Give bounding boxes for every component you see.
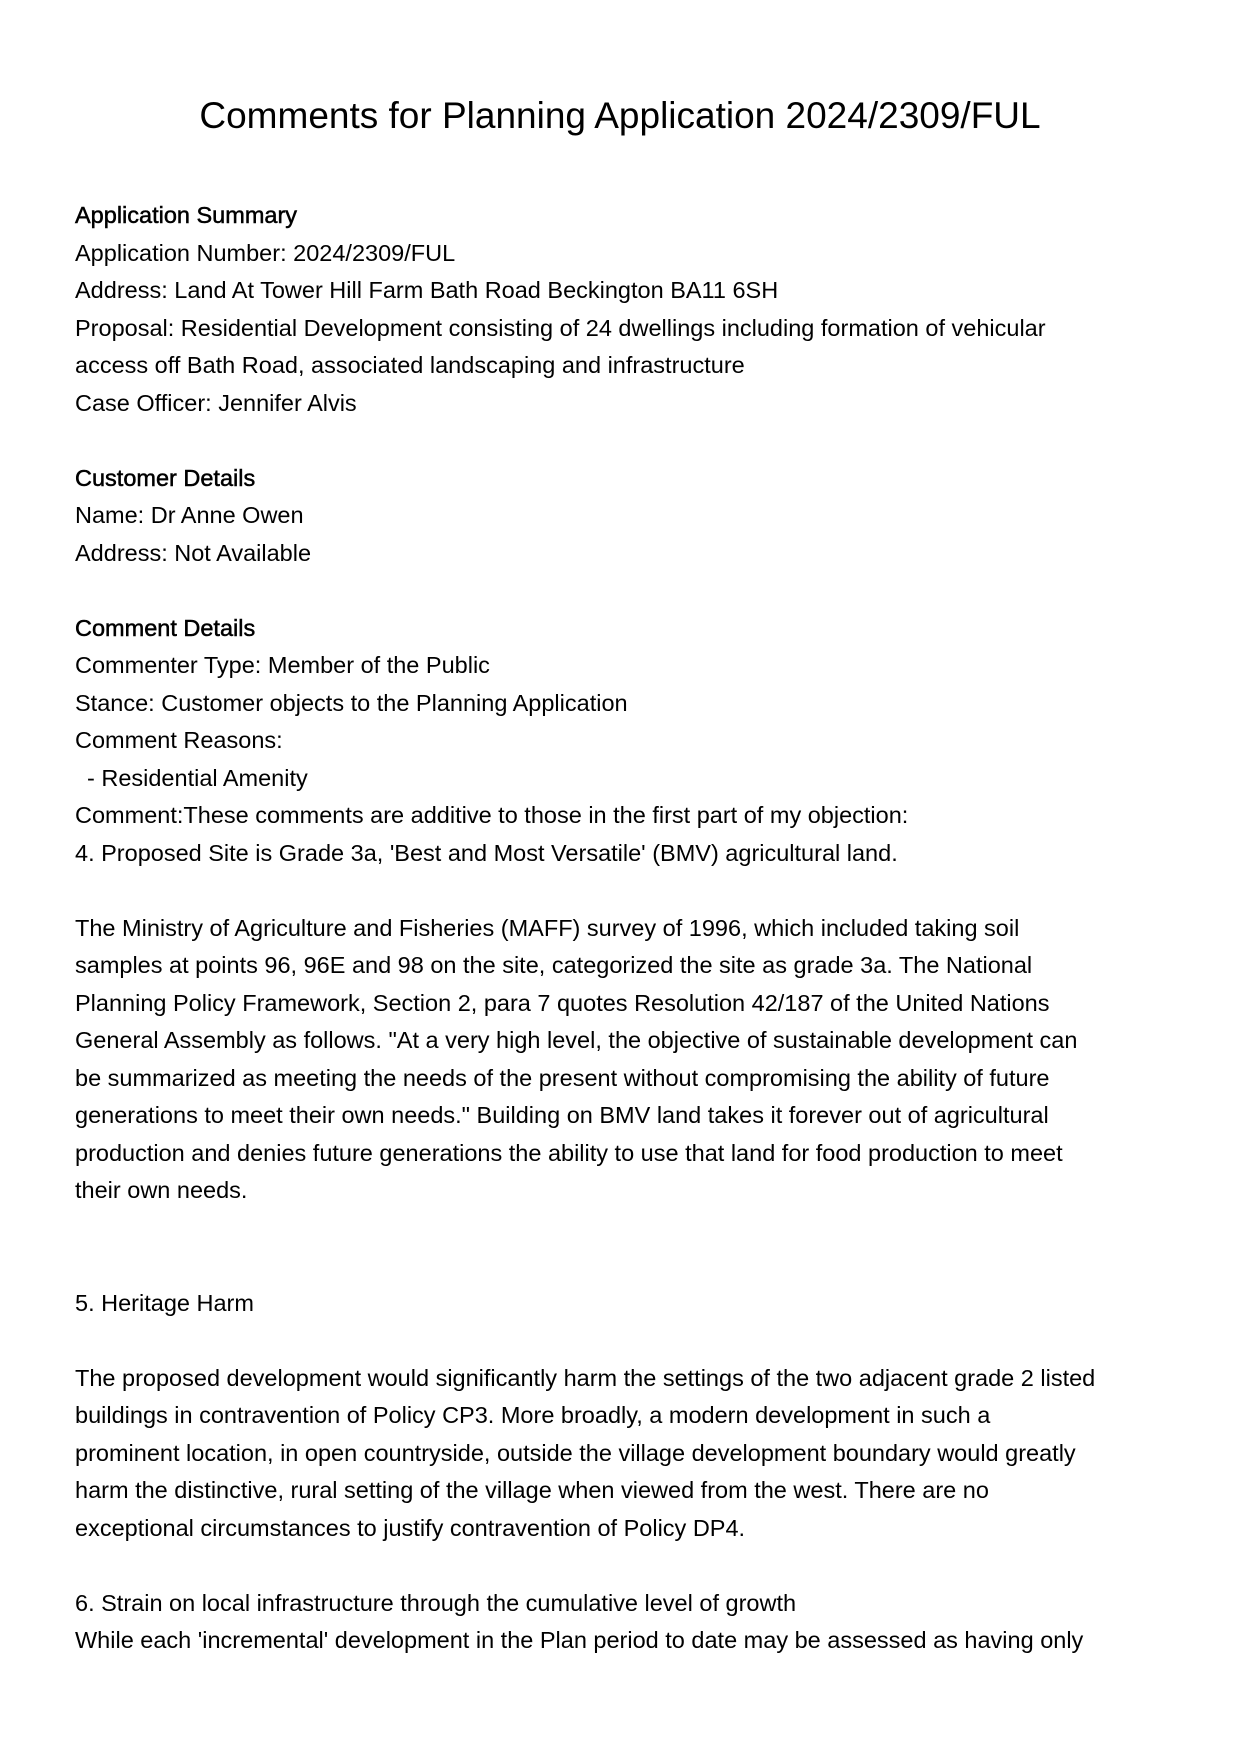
point-4-body-line: samples at points 96, 96E and 98 on the site, categorized the site as grade 3a. The National	[75, 952, 1033, 978]
point-4-body-line: production and denies future generations the ability to use that land for food production to meet	[75, 1139, 1063, 1166]
paragraph-spacer	[75, 1547, 1185, 1585]
paragraph-spacer	[75, 1210, 1185, 1285]
application-address: Address: Land At Tower Hill Farm Bath Road Beckington BA11 6SH	[75, 277, 779, 303]
point-5-body-line: harm the distinctive, rural setting of the village when viewed from the west. There are no	[75, 1477, 989, 1503]
customer-address: Address: Not Available	[75, 539, 312, 566]
proposal-line-1: Proposal: Residential Development consisting of 24 dwellings including formation of vehicular	[75, 314, 1046, 341]
point-4-body-line: General Assembly as follows. "At a very high level, the objective of sustainable development can	[75, 1027, 1078, 1053]
customer-name: Name: Dr Anne Owen	[75, 502, 304, 528]
section-spacer	[75, 572, 1185, 610]
comment-reasons-label: Comment Reasons:	[75, 727, 283, 753]
proposal-line-2: access off Bath Road, associated landscaping and infrastructure	[75, 352, 745, 378]
point-5-title: 5. Heritage Harm	[75, 1289, 254, 1316]
point-4-body-line: generations to meet their own needs." Building on BMV land takes it forever out of agricultural	[75, 1102, 1049, 1128]
comment-reason-item: - Residential Amenity	[87, 764, 308, 791]
comment-details-heading: Comment Details	[75, 614, 256, 641]
section-spacer	[75, 422, 1185, 460]
case-officer: Case Officer: Jennifer Alvis	[75, 389, 357, 416]
point-5-body-line: prominent location, in open countryside, outside the village development boundary would greatly	[75, 1439, 1076, 1466]
document-title: Comments for Planning Application 2024/2309/FUL	[199, 95, 1041, 136]
application-number: Application Number: 2024/2309/FUL	[75, 239, 456, 266]
point-5-body-line: The proposed development would significantly harm the settings of the two adjacent grade 2 listed	[75, 1364, 1096, 1391]
document-body	[75, 197, 1185, 1660]
point-5-body-line: buildings in contravention of Policy CP3. More broadly, a modern development in such a	[75, 1402, 991, 1428]
point-4-title: 4. Proposed Site is Grade 3a, 'Best and Most Versatile' (BMV) agricultural land.	[75, 839, 898, 866]
point-4-body-line: The Ministry of Agriculture and Fisheries (MAFF) survey of 1996, which included taking soil	[75, 914, 1020, 941]
comment-intro: Comment:These comments are additive to those in the first part of my objection:	[75, 802, 909, 828]
point-4-body-line: Planning Policy Framework, Section 2, para 7 quotes Resolution 42/187 of the United Nations	[75, 989, 1050, 1016]
commenter-type: Commenter Type: Member of the Public	[75, 652, 490, 678]
customer-details-heading: Customer Details	[75, 464, 256, 491]
application-summary-heading: Application Summary	[75, 202, 298, 228]
point-4-body-line: be summarized as meeting the needs of the present without compromising the ability of future	[75, 1064, 1050, 1091]
point-6-body-line: While each 'incremental' development in the Plan period to date may be assessed as having only	[75, 1627, 1084, 1653]
point-5-body-line: exceptional circumstances to justify contravention of Policy DP4.	[75, 1514, 746, 1541]
point-4-body-line: their own needs.	[75, 1177, 248, 1203]
point-6-title: 6. Strain on local infrastructure through the cumulative level of growth	[75, 1589, 797, 1616]
paragraph-spacer	[75, 872, 1185, 910]
paragraph-spacer	[75, 1322, 1185, 1360]
stance: Stance: Customer objects to the Planning Application	[75, 689, 628, 716]
